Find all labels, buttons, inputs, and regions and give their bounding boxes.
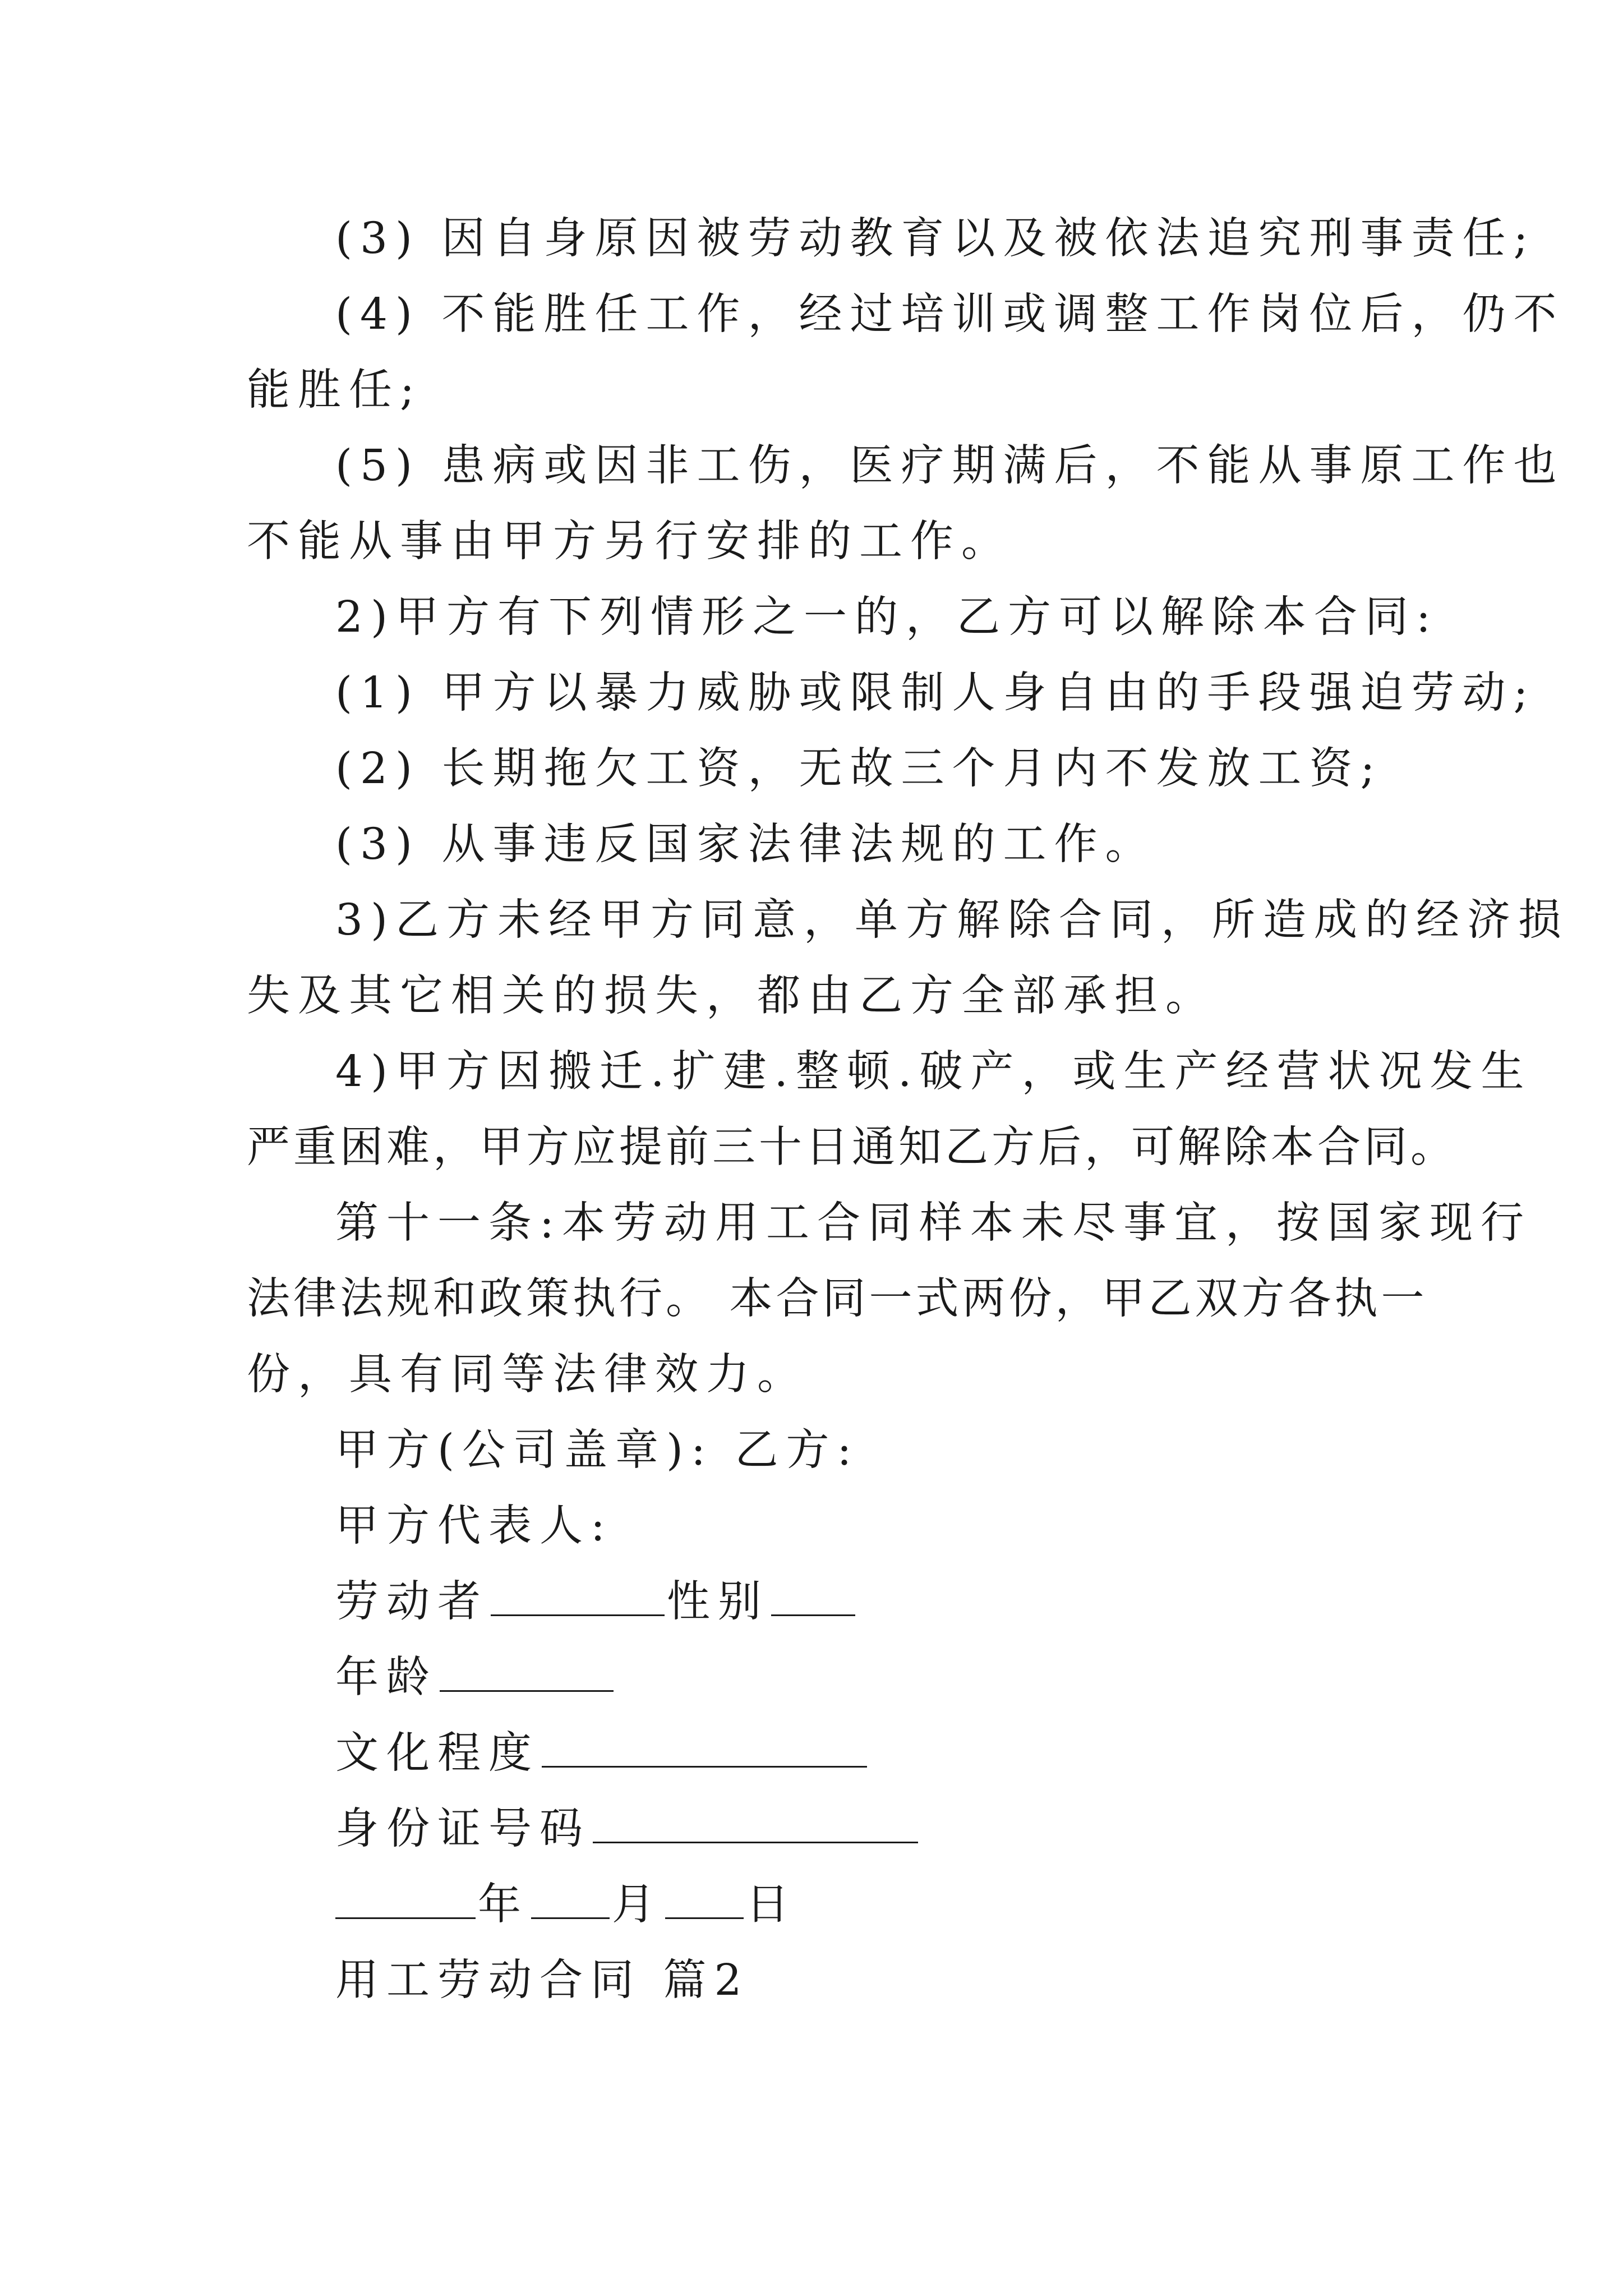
- labor-gender-row: [247, 1571, 1380, 1634]
- section-title: 用工劳动合同 篇2: [335, 1955, 750, 2005]
- year-blank: [335, 1877, 476, 1919]
- id-number-label: 身份证号码: [335, 1804, 591, 1854]
- education-label: 文化程度: [335, 1728, 540, 1778]
- article-11-line-2: 法律法规和政策执行。 本合同一式两份，甲乙双方各执一: [247, 1274, 1428, 1324]
- clause-5-line-1: (5) 患病或因非工伤，医疗期满后，不能从事原工作也: [335, 441, 1565, 491]
- clause-3-line: (3) 因自身原因被劳动教育以及被依法追究刑事责任;: [335, 214, 1536, 264]
- year-label: 年: [478, 1880, 529, 1930]
- item-3-line-2: 失及其它相关的损失，都由乙方全部承担。: [247, 971, 1216, 1021]
- party-a-conditions-heading: 2)甲方有下列情形之一的，乙方可以解除本合同:: [335, 592, 1438, 642]
- day-blank: [665, 1877, 744, 1919]
- gender-label: 性别: [667, 1577, 769, 1627]
- education-blank: [542, 1726, 867, 1768]
- gender-blank: [771, 1574, 855, 1616]
- party-a-condition-2: (2) 长期拖欠工资，无故三个月内不发放工资;: [335, 744, 1383, 794]
- party-a-condition-3: (3) 从事违反国家法律法规的工作。: [335, 820, 1156, 869]
- age-blank: [440, 1650, 614, 1692]
- clause-4-line-2: 能胜任;: [247, 365, 422, 415]
- id-number-row: [247, 1798, 1380, 1861]
- age-row: [247, 1646, 1380, 1709]
- item-4-line-2: 严重困难，甲方应提前三十日通知乙方后，可解除本合同。: [247, 1122, 1457, 1172]
- item-4-line-1: 4)甲方因搬迁.扩建.整顿.破产，或生产经营状况发生: [335, 1047, 1532, 1097]
- education-row: [247, 1722, 1380, 1785]
- party-a-representative: 甲方代表人:: [335, 1501, 613, 1551]
- month-blank: [531, 1877, 610, 1919]
- signature-parties: 甲方(公司盖章): 乙方:: [335, 1425, 860, 1475]
- labor-label: 劳动者: [335, 1577, 488, 1627]
- document-body: [247, 208, 1570, 2025]
- date-row: [247, 1874, 1380, 1936]
- article-11-line-1: 第十一条:本劳动用工合同样本未尽事宜，按国家现行: [335, 1198, 1532, 1248]
- party-a-condition-1: (1) 甲方以暴力威胁或限制人身自由的手段强迫劳动;: [335, 668, 1536, 718]
- day-label: 日: [746, 1880, 797, 1930]
- id-number-blank: [593, 1801, 918, 1843]
- age-label: 年龄: [335, 1653, 437, 1703]
- month-label: 月: [612, 1880, 663, 1930]
- item-3-line-1: 3)乙方未经甲方同意，单方解除合同，所造成的经济损: [335, 895, 1570, 945]
- clause-4-line-1: (4) 不能胜任工作，经过培训或调整工作岗位后，仍不: [335, 289, 1565, 339]
- clause-5-line-2: 不能从事由甲方另行安排的工作。: [247, 517, 1012, 567]
- labor-blank: [491, 1574, 665, 1616]
- article-11-line-3: 份，具有同等法律效力。: [247, 1350, 808, 1400]
